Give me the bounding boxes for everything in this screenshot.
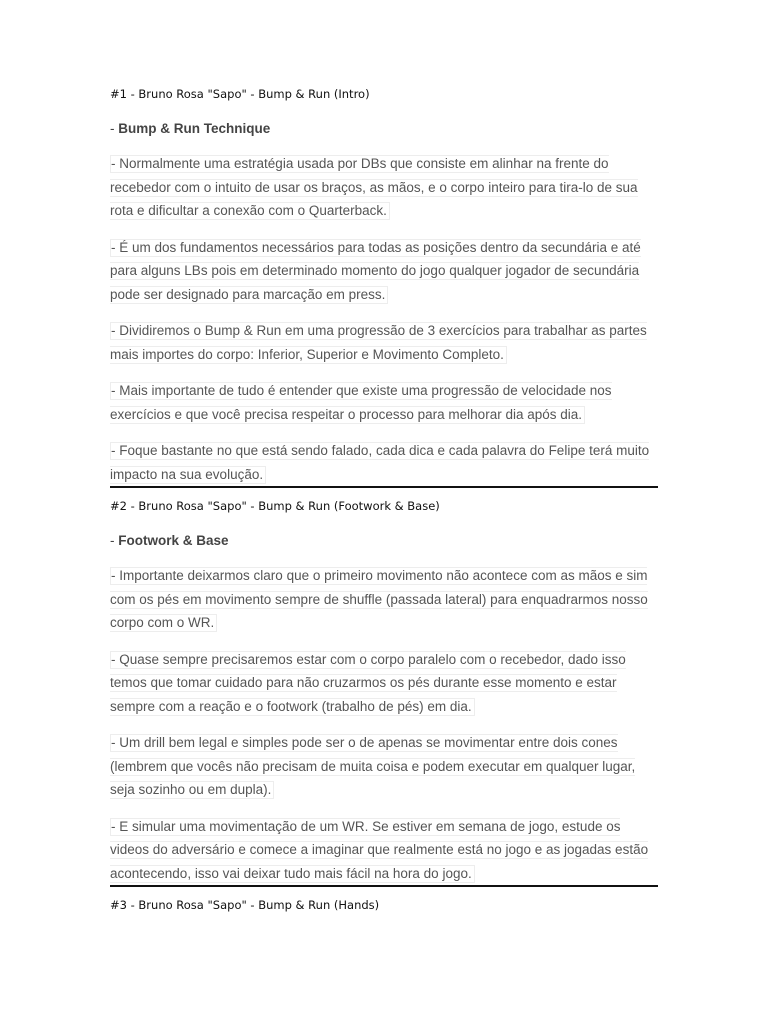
section-2-paragraph-2 xyxy=(110,648,658,719)
section-1 xyxy=(110,84,658,488)
paragraph-text: - É um dos fundamentos necessários para todas as posições dentro da secundária e até para alguns LBs pois em determinado momento do jogo qualquer jogador de secundária pode ser designado para marcação em press. xyxy=(110,239,641,302)
section-1-subtitle-text: Bump & Run Technique xyxy=(118,121,271,136)
paragraph-text: - E simular uma movimentação de um WR. Se estiver em semana de jogo, estude os videos do adversário e comece a imaginar que realmente está no jogo e as jogadas estão acontecendo, isso vai deixar tudo mais fácil na hora do jogo. xyxy=(110,818,649,881)
section-3-heading: #3 - Bruno Rosa "Sapo" - Bump & Run (Hands) xyxy=(110,898,380,912)
section-2-subtitle xyxy=(110,531,658,551)
section-3 xyxy=(110,895,658,915)
paragraph-text: - Mais importante de tudo é entender que existe uma progressão de velocidade nos exercícios e que você precisa respeitar o processo para melhorar dia após dia. xyxy=(110,383,612,422)
section-1-paragraph-4 xyxy=(110,379,658,426)
section-divider xyxy=(110,885,658,887)
section-2-paragraph-4 xyxy=(110,815,658,886)
paragraph-text: - Normalmente uma estratégia usada por DBs que consiste em alinhar na frente do recebedor com o intuito de usar os braços, as mãos, e o corpo inteiro para tira-lo de sua rota e dificultar a conexão com o Quarterback. xyxy=(110,156,638,218)
paragraph-text: - Foque bastante no que está sendo falado, cada dica e cada palavra do Felipe terá muito impacto na sua evolução. xyxy=(110,443,650,482)
section-2-subtitle-prefix: - xyxy=(110,533,119,548)
section-1-paragraph-3 xyxy=(110,319,658,366)
section-2-paragraph-1 xyxy=(110,564,658,635)
paragraph-text: - Um drill bem legal e simples pode ser o de apenas se movimentar entre dois cones (lembrem que vocês não precisam de muita coisa e podem executar em qualquer lugar, seja sozinho ou em dupla). xyxy=(110,735,636,797)
paragraph-text: - Dividiremos o Bump & Run em uma progressão de 3 exercícios para trabalhar as partes mais importes do corpo: Inferior, Superior e Movimento Completo. xyxy=(110,323,647,362)
paragraph-text: - Quase sempre precisaremos estar com o corpo paralelo com o recebedor, dado isso temos que tomar cuidado para não cruzarmos os pés durante esse momento e estar sempre com a reação e o footwork (trabalho de pés) em dia. xyxy=(110,651,626,714)
section-divider xyxy=(110,486,658,488)
section-2-heading: #2 - Bruno Rosa "Sapo" - Bump & Run (Footwork & Base) xyxy=(110,499,440,513)
section-1-heading: #1 - Bruno Rosa "Sapo" - Bump & Run (Intro) xyxy=(110,87,370,101)
section-2-subtitle-text: Footwork & Base xyxy=(118,533,229,548)
document-page xyxy=(110,84,658,915)
paragraph-text: - Importante deixarmos claro que o primeiro movimento não acontece com as mãos e sim com os pés em movimento sempre de shuffle (passada lateral) para enquadrarmos nosso corpo com o WR. xyxy=(110,568,648,630)
section-1-paragraph-5 xyxy=(110,439,658,486)
section-2 xyxy=(110,496,658,887)
section-1-subtitle-prefix: - xyxy=(110,121,119,136)
section-1-paragraph-2 xyxy=(110,236,658,307)
section-2-paragraph-3 xyxy=(110,731,658,802)
section-1-paragraph-1 xyxy=(110,152,658,223)
section-1-subtitle xyxy=(110,119,658,139)
